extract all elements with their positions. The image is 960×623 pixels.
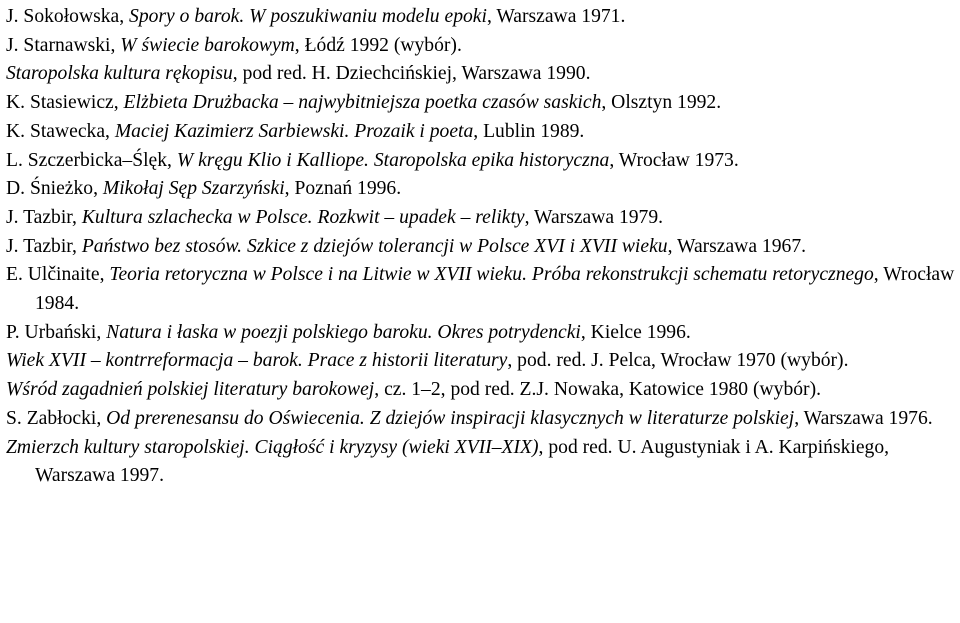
entry-publication: , Wrocław 1973. (609, 149, 739, 171)
entry-title: Kultura szlachecka w Polsce. Rozkwit – upadek – relikty (81, 206, 525, 228)
entry-publication: , pod red. U. Augustyniak i A. Karpińskiego, Warszawa 1997. (35, 436, 890, 487)
entry-title: Maciej Kazimierz Sarbiewski. Prozaik i poeta (114, 120, 474, 142)
bibliography-entry (6, 233, 960, 262)
entry-publication: , Warszawa 1979. (524, 206, 664, 228)
bibliography-list (6, 3, 960, 491)
bibliography-entry (6, 376, 960, 405)
entry-title: Teoria retoryczna w Polsce i na Litwie w XVII wieku. Próba rekonstrukcji schematu retorycznego (109, 264, 874, 286)
entry-title: Spory o barok. W poszukiwaniu modelu epoki (129, 6, 487, 27)
entry-publication: , Warszawa 1976. (794, 407, 933, 429)
entry-author: J. Tazbir, (6, 206, 82, 228)
entry-title: Natura i łaska w poezji polskiego baroku. Okres potrydencki (106, 321, 581, 343)
entry-publication: , Kielce 1996. (580, 321, 691, 343)
entry-publication: , Poznań 1996. (284, 178, 402, 200)
entry-title: Wiek XVII – kontrreformacja – barok. Prace z historii literatury (6, 350, 508, 372)
bibliography-entry (6, 175, 960, 204)
bibliography-entry (6, 405, 960, 434)
entry-publication: , Łódź 1992 (wybór). (294, 34, 462, 56)
bibliography-entry (6, 32, 960, 61)
bibliography-entry (6, 60, 960, 89)
entry-title: Staropolska kultura rękopisu (6, 63, 233, 85)
entry-author: L. Szczerbicka–Ślęk, (6, 149, 177, 171)
entry-author: J. Sokołowska, (6, 6, 130, 27)
bibliography-entry (6, 347, 960, 376)
bibliography-entry (6, 3, 960, 32)
entry-title: Mikołaj Sęp Szarzyński (102, 178, 285, 200)
entry-author: J. Starnawski, (6, 34, 121, 56)
entry-title: Zmierzch kultury staropolskiej. Ciągłość i kryzysy (wieki XVII–XIX) (6, 436, 539, 458)
bibliography-entry (6, 204, 960, 233)
entry-author: D. Śnieżko, (6, 178, 103, 200)
entry-publication: , Wrocław 1984. (35, 264, 955, 315)
entry-publication: , Olsztyn 1992. (601, 92, 722, 114)
bibliography-entry (6, 118, 960, 147)
entry-title: Państwo bez stosów. Szkice z dziejów tolerancji w Polsce XVI i XVII wieku (81, 235, 668, 257)
entry-title: Wśród zagadnień polskiej literatury barokowej (6, 379, 375, 401)
entry-author: S. Zabłocki, (6, 407, 107, 429)
entry-publication: , pod. red. J. Pelca, Wrocław 1970 (wybór). (507, 350, 849, 372)
bibliography-entry (6, 89, 960, 118)
bibliography-entry (6, 147, 960, 176)
entry-publication: , Warszawa 1971. (486, 6, 626, 27)
entry-publication: , Lublin 1989. (473, 120, 585, 142)
entry-author: E. Ulčinaite, (6, 264, 110, 286)
bibliography-entry (6, 261, 960, 318)
entry-author: P. Urbański, (6, 321, 107, 343)
entry-title: W kręgu Klio i Kalliope. Staropolska epika historyczna (176, 149, 610, 171)
bibliography-entry (6, 434, 960, 491)
entry-title: Elżbieta Drużbacka – najwybitniejsza poetka czasów saskich (123, 92, 602, 114)
bibliography-entry (6, 319, 960, 348)
entry-title: W świecie barokowym (120, 34, 295, 56)
entry-publication: , Warszawa 1967. (667, 235, 807, 257)
entry-publication: , cz. 1–2, pod red. Z.J. Nowaka, Katowice 1980 (wybór). (374, 379, 821, 401)
entry-author: K. Stawecka, (6, 120, 115, 142)
entry-author: K. Stasiewicz, (6, 92, 124, 114)
entry-publication: , pod red. H. Dziechcińskiej, Warszawa 1990. (232, 63, 591, 85)
entry-author: J. Tazbir, (6, 235, 82, 257)
entry-title: Od prerenesansu do Oświecenia. Z dziejów inspiracji klasycznych w literaturze polskiej (106, 407, 795, 429)
